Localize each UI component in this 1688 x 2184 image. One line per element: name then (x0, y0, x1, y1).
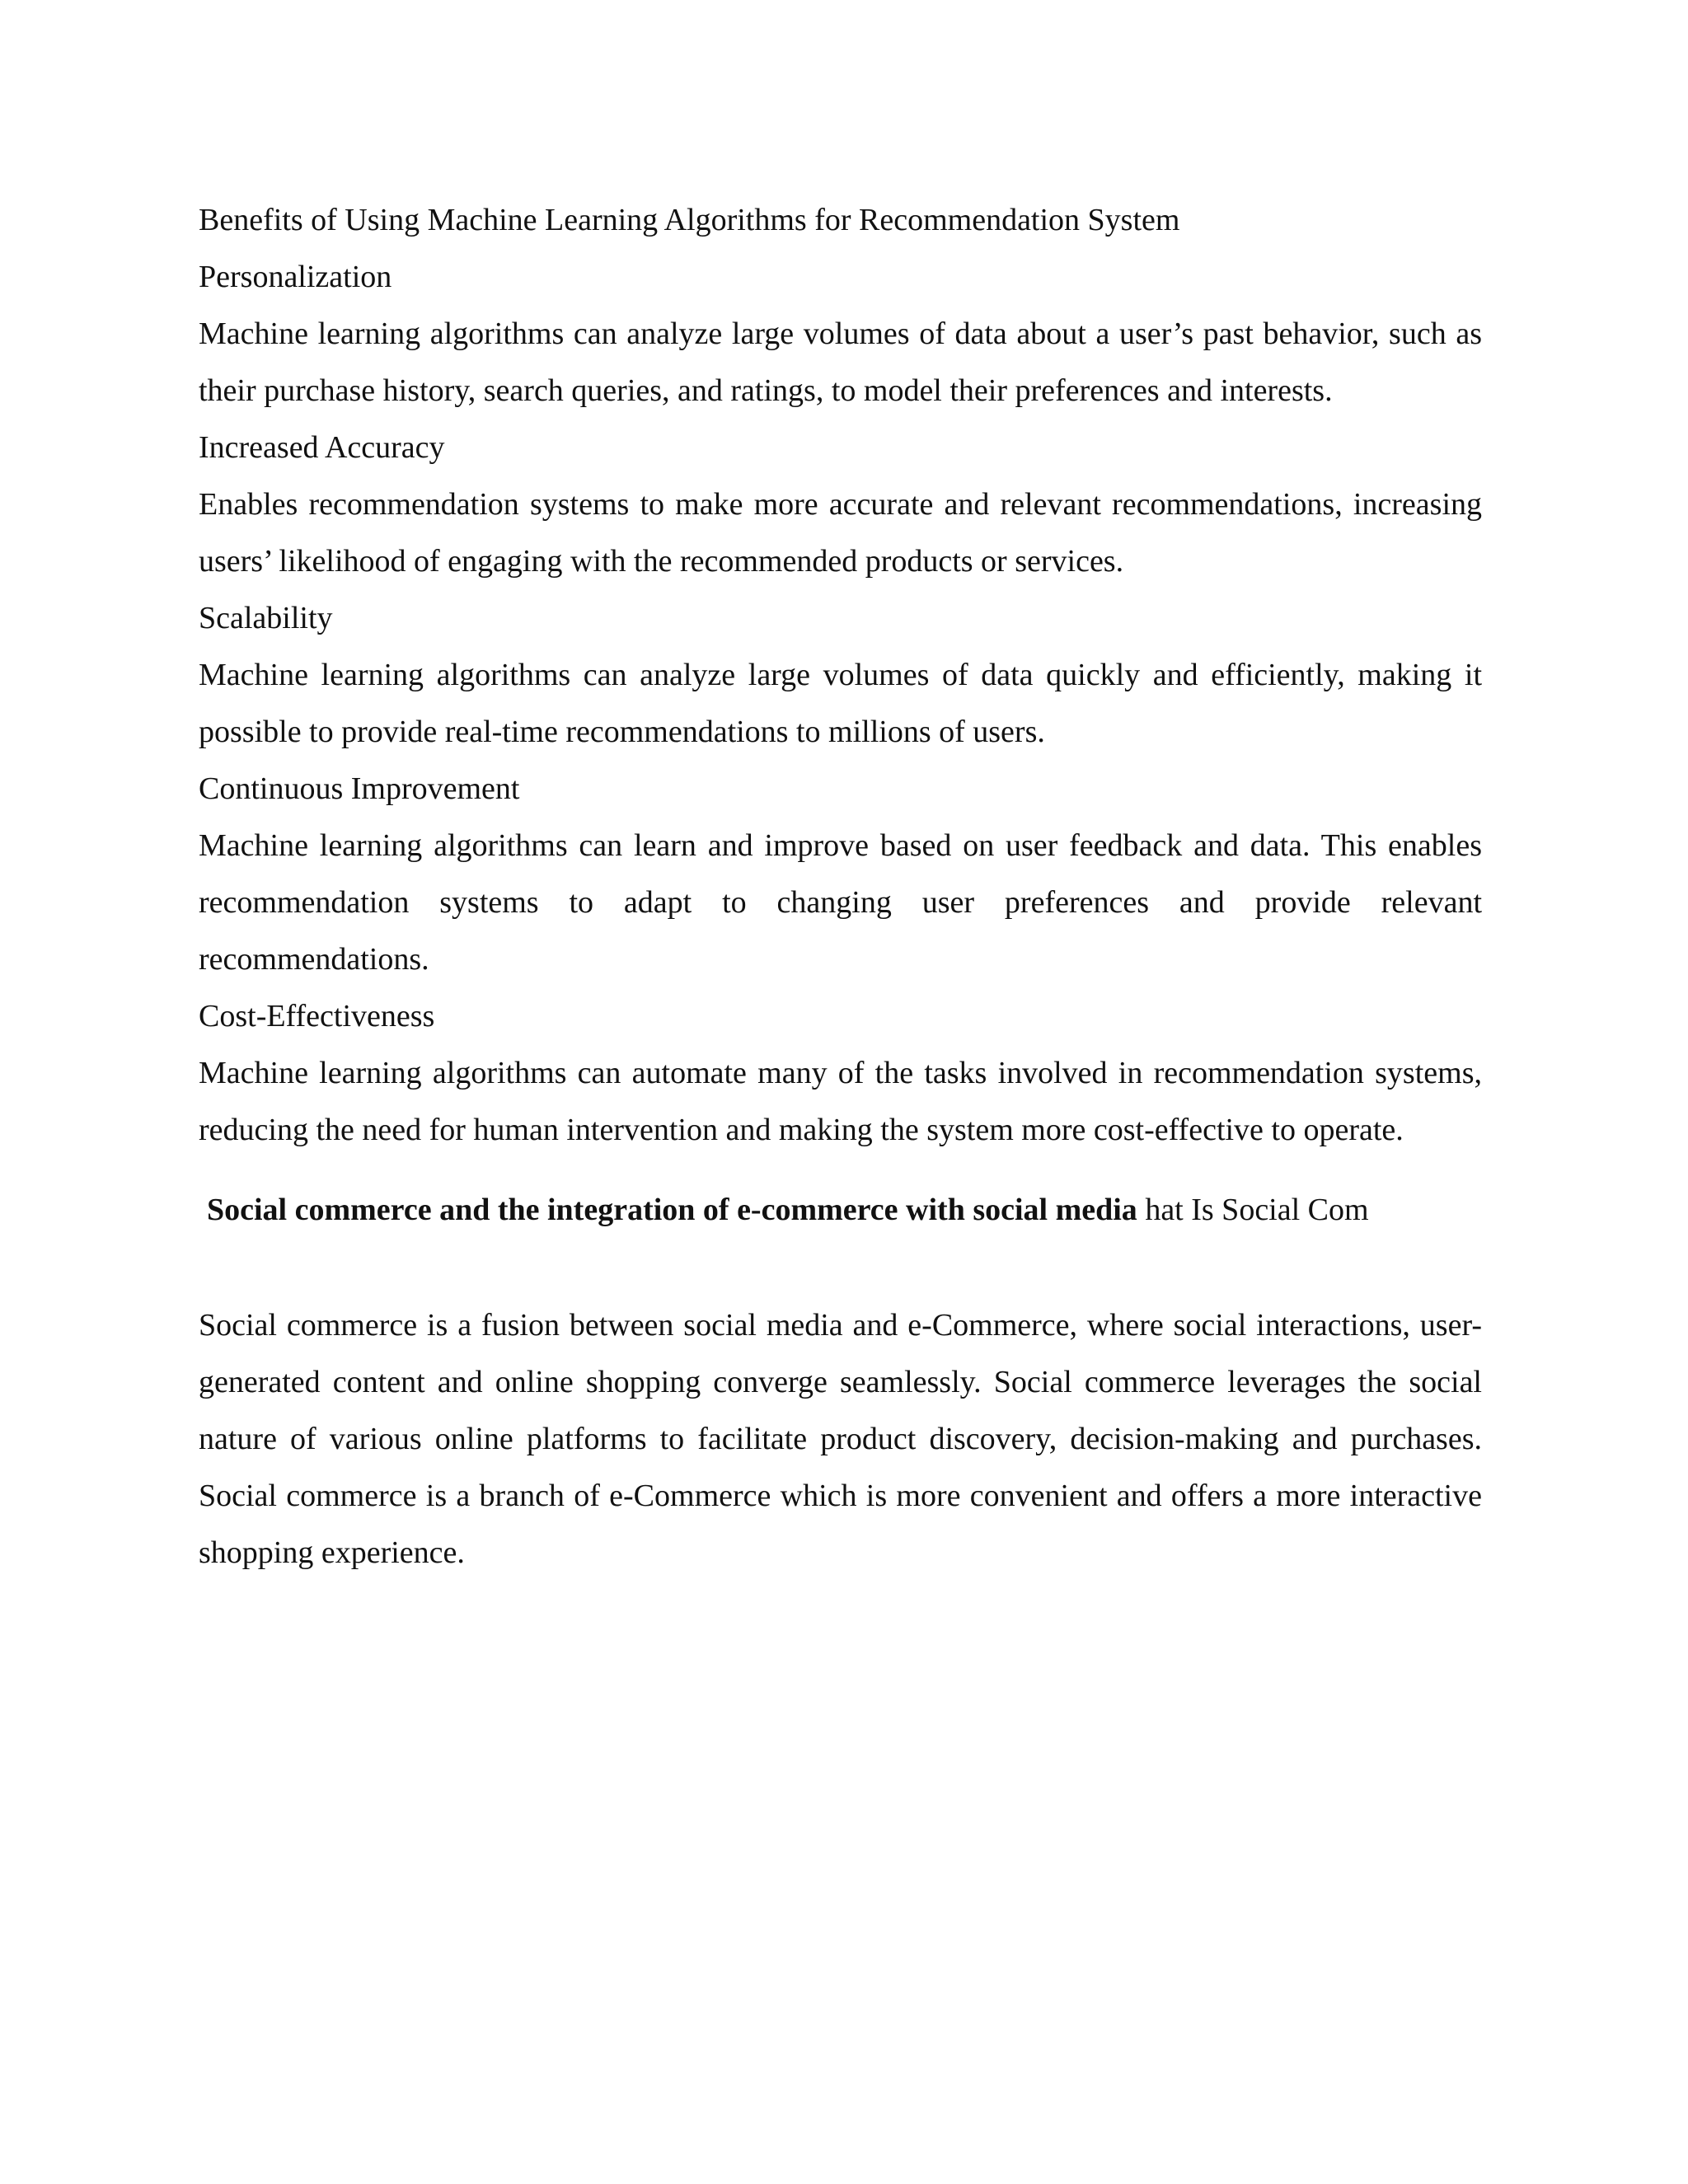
social-commerce-heading-bold: Social commerce and the integration of e-commerce with social media (207, 1193, 1137, 1227)
social-commerce-heading-rest: hat Is Social Com (1137, 1193, 1369, 1227)
heading-cost-effectiveness: Cost-Effectiveness (199, 999, 435, 1033)
heading-increased-accuracy: Increased Accuracy (199, 430, 445, 465)
paragraph-personalization: Machine learning algorithms can analyze large volumes of data about a user’s past behavior, such as their purchase history, search queries, and ratings, to model their preferences and interests. (199, 316, 1482, 408)
document-title: Benefits of Using Machine Learning Algorithms for Recommendation System (199, 203, 1180, 237)
heading-personalization: Personalization (199, 260, 392, 294)
social-commerce-heading (199, 1182, 1482, 1239)
paragraph-continuous-improvement: Machine learning algorithms can learn and improve based on user feedback and data. This enables recommendation systems to adapt to changing user preferences and provide relevant recommendations. (199, 828, 1482, 977)
heading-scalability: Scalability (199, 601, 333, 635)
document-body (199, 192, 1482, 1582)
paragraph-spacer (199, 1239, 1482, 1297)
heading-continuous-improvement: Continuous Improvement (199, 771, 520, 806)
paragraph-increased-accuracy: Enables recommendation systems to make more accurate and relevant recommendations, increasing users’ likelihood of engaging with the recommended products or services. (199, 487, 1482, 579)
paragraph-scalability: Machine learning algorithms can analyze large volumes of data quickly and efficiently, making it possible to provide real-time recommendations to millions of users. (199, 658, 1482, 749)
paragraph-cost-effectiveness: Machine learning algorithms can automate many of the tasks involved in recommendation systems, reducing the need for human intervention and making the system more cost-effective to operate. (199, 1056, 1482, 1147)
paragraph-social-commerce: Social commerce is a fusion between social media and e-Commerce, where social interactions, user-generated content and online shopping converge seamlessly. Social commerce leverages the social nature of various online platforms to facilitate product discovery, decision-making and purchases. Social commerce is a branch of e-Commerce which is more convenient and offers a more interactive shopping experience. (199, 1308, 1482, 1570)
